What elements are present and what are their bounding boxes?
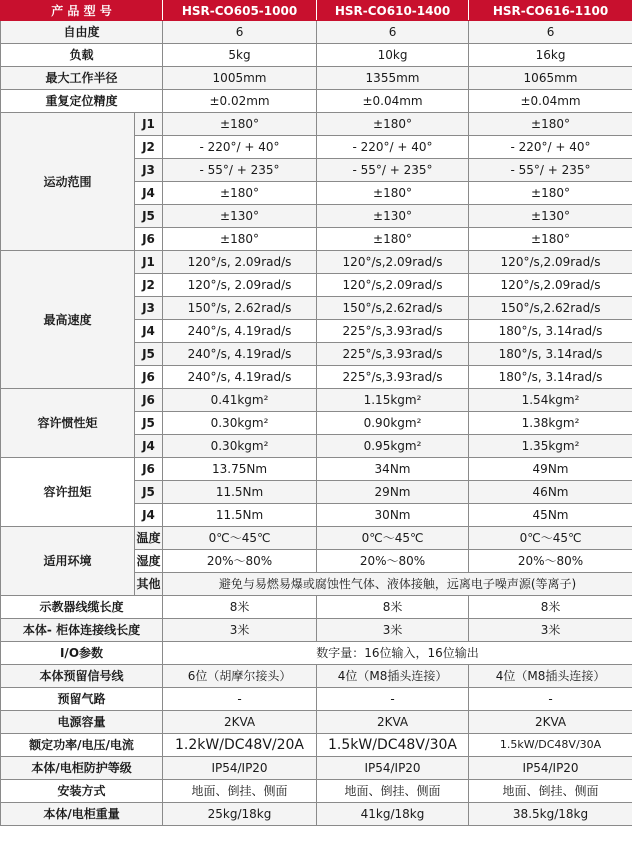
cell: 45Nm	[469, 504, 632, 527]
cell: 16kg	[469, 44, 632, 67]
cell: 1005mm	[163, 67, 317, 90]
cell: 0.90kgm²	[317, 412, 469, 435]
cell: IP54/IP20	[163, 757, 317, 780]
env-key: 其他	[135, 573, 163, 596]
cell: 225°/s,3.93rad/s	[317, 343, 469, 366]
cell-io: 数字量：16位输入，16位输出	[163, 642, 632, 665]
label-range: 运动范围	[1, 113, 135, 251]
row-repeat	[1, 90, 632, 113]
cell: ±180°	[469, 182, 632, 205]
cell: -	[317, 688, 469, 711]
cell: 1.38kgm²	[469, 412, 632, 435]
cell: 0℃～45℃	[163, 527, 317, 550]
cell: 150°/s,2.62rad/s	[469, 297, 632, 320]
cell: 0.41kgm²	[163, 389, 317, 412]
joint-label: J2	[135, 136, 163, 159]
header-model-1: HSR-CO605-1000	[163, 1, 317, 21]
cell: 180°/s, 3.14rad/s	[469, 366, 632, 389]
row-weight	[1, 803, 632, 826]
cell: 120°/s,2.09rad/s	[469, 251, 632, 274]
row-install	[1, 780, 632, 803]
cell: ±0.04mm	[469, 90, 632, 113]
row-rated	[1, 734, 632, 757]
joint-label: J3	[135, 159, 163, 182]
cell: 1065mm	[469, 67, 632, 90]
joint-label: J5	[135, 205, 163, 228]
cell: ±0.02mm	[163, 90, 317, 113]
cell: 8米	[163, 596, 317, 619]
cell: IP54/IP20	[469, 757, 632, 780]
joint-label: J5	[135, 481, 163, 504]
row-radius	[1, 67, 632, 90]
label-install: 安装方式	[1, 780, 163, 803]
joint-label: J4	[135, 320, 163, 343]
cell: - 55°/ + 235°	[469, 159, 632, 182]
joint-label: J5	[135, 343, 163, 366]
joint-label: J1	[135, 251, 163, 274]
cell: - 55°/ + 235°	[317, 159, 469, 182]
row-inertia-j6	[1, 389, 632, 412]
cell: ±180°	[317, 113, 469, 136]
cell: 120°/s,2.09rad/s	[317, 251, 469, 274]
cell: ±180°	[163, 113, 317, 136]
cell: ±180°	[469, 228, 632, 251]
cell: - 220°/ + 40°	[317, 136, 469, 159]
cell: 2KVA	[163, 711, 317, 734]
cell: 150°/s, 2.62rad/s	[163, 297, 317, 320]
joint-label: J6	[135, 228, 163, 251]
cell: 8米	[469, 596, 632, 619]
label-radius: 最大工作半径	[1, 67, 163, 90]
row-pendant	[1, 596, 632, 619]
cell: -	[469, 688, 632, 711]
cell: 0.95kgm²	[317, 435, 469, 458]
cell: ±130°	[317, 205, 469, 228]
cell-env-other: 避免与易燃易爆或腐蚀性气体、液体接触，远离电子噪声源(等离子)	[163, 573, 632, 596]
cell: 地面、倒挂、侧面	[469, 780, 632, 803]
cell: 120°/s,2.09rad/s	[317, 274, 469, 297]
cell: 49Nm	[469, 458, 632, 481]
env-key: 温度	[135, 527, 163, 550]
joint-label: J4	[135, 504, 163, 527]
cell: 20%～80%	[469, 550, 632, 573]
cell: 0.30kgm²	[163, 435, 317, 458]
cell: 150°/s,2.62rad/s	[317, 297, 469, 320]
joint-label: J6	[135, 389, 163, 412]
cell: ±0.04mm	[317, 90, 469, 113]
joint-label: J2	[135, 274, 163, 297]
cell: 180°/s, 3.14rad/s	[469, 343, 632, 366]
cell: 1.54kgm²	[469, 389, 632, 412]
cell: 13.75Nm	[163, 458, 317, 481]
cell: 1355mm	[317, 67, 469, 90]
cell: IP54/IP20	[317, 757, 469, 780]
cell: 240°/s, 4.19rad/s	[163, 366, 317, 389]
cell: 1.35kgm²	[469, 435, 632, 458]
cell: 4位（M8插头连接）	[317, 665, 469, 688]
row-speed-j1	[1, 251, 632, 274]
cell: 3米	[469, 619, 632, 642]
cell: 46Nm	[469, 481, 632, 504]
cell: ±180°	[163, 182, 317, 205]
cell: 0℃～45℃	[469, 527, 632, 550]
label-env: 适用环境	[1, 527, 135, 596]
row-torque-j6	[1, 458, 632, 481]
label-pendant: 示教器线缆长度	[1, 596, 163, 619]
header-model-3: HSR-CO616-1100	[469, 1, 632, 21]
cell: 225°/s,3.93rad/s	[317, 320, 469, 343]
cell: 120°/s, 2.09rad/s	[163, 274, 317, 297]
row-ip	[1, 757, 632, 780]
cell: 6	[317, 21, 469, 44]
label-payload: 负载	[1, 44, 163, 67]
cell: 地面、倒挂、侧面	[163, 780, 317, 803]
row-power	[1, 711, 632, 734]
cell: 240°/s, 4.19rad/s	[163, 343, 317, 366]
cell: - 220°/ + 40°	[163, 136, 317, 159]
cell: 11.5Nm	[163, 481, 317, 504]
cell: 1.15kgm²	[317, 389, 469, 412]
cell: 20%～80%	[317, 550, 469, 573]
row-io	[1, 642, 632, 665]
cell: 41kg/18kg	[317, 803, 469, 826]
cell: 8米	[317, 596, 469, 619]
label-air: 预留气路	[1, 688, 163, 711]
cell: - 220°/ + 40°	[469, 136, 632, 159]
label-io: I/O参数	[1, 642, 163, 665]
label-repeat: 重复定位精度	[1, 90, 163, 113]
cell: 0.30kgm²	[163, 412, 317, 435]
cell: 180°/s, 3.14rad/s	[469, 320, 632, 343]
cell: 2KVA	[317, 711, 469, 734]
label-weight: 本体/电柜重量	[1, 803, 163, 826]
label-speed: 最高速度	[1, 251, 135, 389]
cell: ±130°	[163, 205, 317, 228]
cell: ±180°	[317, 228, 469, 251]
cell: 240°/s, 4.19rad/s	[163, 320, 317, 343]
row-range-j1	[1, 113, 632, 136]
env-key: 湿度	[135, 550, 163, 573]
cell: 1.5kW/DC48V/30A	[317, 734, 469, 757]
cell: 6位（胡摩尔接头）	[163, 665, 317, 688]
label-dof: 自由度	[1, 21, 163, 44]
joint-label: J6	[135, 366, 163, 389]
cell: 3米	[163, 619, 317, 642]
row-env-temp	[1, 527, 632, 550]
cell: ±180°	[469, 113, 632, 136]
cell: 20%～80%	[163, 550, 317, 573]
cell: ±180°	[317, 182, 469, 205]
cell: 225°/s,3.93rad/s	[317, 366, 469, 389]
row-air	[1, 688, 632, 711]
cell: ±130°	[469, 205, 632, 228]
label-cable: 本体- 柜体连接线长度	[1, 619, 163, 642]
cell: 11.5Nm	[163, 504, 317, 527]
header-model-2: HSR-CO610-1400	[317, 1, 469, 21]
cell: -	[163, 688, 317, 711]
cell: 地面、倒挂、侧面	[317, 780, 469, 803]
cell: 4位（M8插头连接）	[469, 665, 632, 688]
cell: 2KVA	[469, 711, 632, 734]
cell: ±180°	[163, 228, 317, 251]
label-torque: 容许扭矩	[1, 458, 135, 527]
cell: 34Nm	[317, 458, 469, 481]
joint-label: J1	[135, 113, 163, 136]
header-model-label: 产 品 型 号	[1, 1, 163, 21]
cell: 6	[469, 21, 632, 44]
label-inertia: 容许惯性矩	[1, 389, 135, 458]
joint-label: J6	[135, 458, 163, 481]
row-signal	[1, 665, 632, 688]
label-rated: 额定功率/电压/电流	[1, 734, 163, 757]
joint-label: J5	[135, 412, 163, 435]
cell: 1.2kW/DC48V/20A	[163, 734, 317, 757]
cell: 120°/s,2.09rad/s	[469, 274, 632, 297]
cell: 5kg	[163, 44, 317, 67]
cell: 1.5kW/DC48V/30A	[469, 734, 632, 757]
cell: 29Nm	[317, 481, 469, 504]
cell: 120°/s, 2.09rad/s	[163, 251, 317, 274]
cell: 30Nm	[317, 504, 469, 527]
row-payload	[1, 44, 632, 67]
joint-label: J3	[135, 297, 163, 320]
cell: 38.5kg/18kg	[469, 803, 632, 826]
cell: - 55°/ + 235°	[163, 159, 317, 182]
cell: 6	[163, 21, 317, 44]
joint-label: J4	[135, 435, 163, 458]
label-ip: 本体/电柜防护等级	[1, 757, 163, 780]
joint-label: J4	[135, 182, 163, 205]
cell: 25kg/18kg	[163, 803, 317, 826]
label-signal: 本体预留信号线	[1, 665, 163, 688]
row-cable	[1, 619, 632, 642]
label-power: 电源容量	[1, 711, 163, 734]
cell: 3米	[317, 619, 469, 642]
cell: 0℃～45℃	[317, 527, 469, 550]
row-dof	[1, 21, 632, 44]
cell: 10kg	[317, 44, 469, 67]
header-row	[1, 1, 632, 21]
